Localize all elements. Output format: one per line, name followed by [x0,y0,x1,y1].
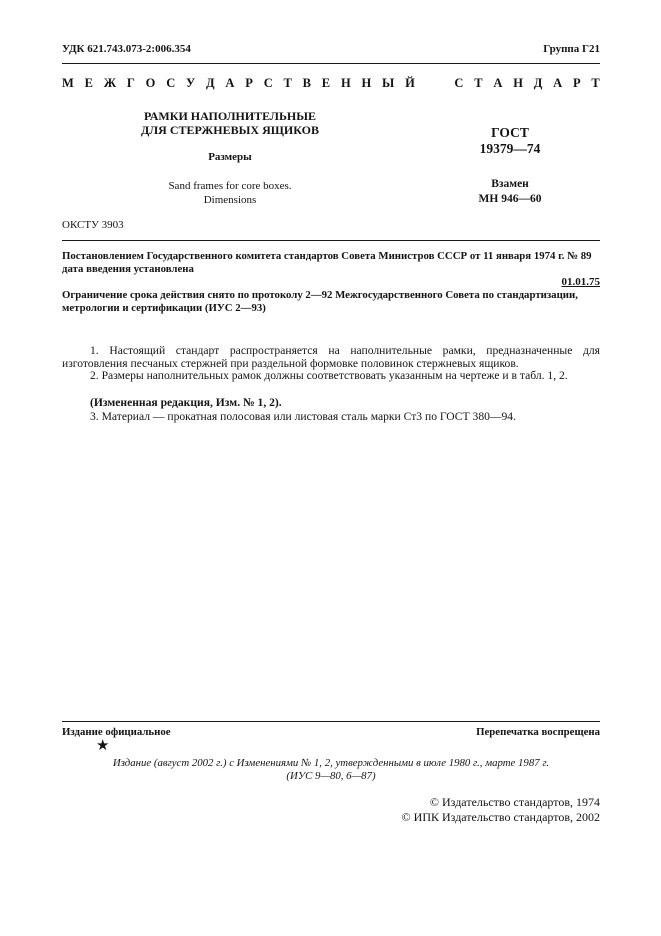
english-title [120,179,340,207]
banner-letter: С [454,76,464,90]
banner-letter: Р [572,76,581,90]
banner-letter: С [263,76,273,90]
banner-letter: Г [126,76,135,90]
replaces-value: МН 946—60 [478,193,542,205]
banner-letter: А [493,76,503,90]
document-title [120,109,340,137]
restriction-text: Ограничение срока действия снято по протоколу 2—92 Межгосударственного Совета по стандартизации, метрологии и сертификации (ИУС 2—93) [62,289,578,314]
clause-1: 1. Настоящий стандарт распространяется на наполнительные рамки, предназначенные для изготовления песчаных стержней при раздельной формовке половинок стержневых ящиков. [62,344,600,370]
banner-letter: Е [84,76,93,90]
banner-letter: Й [405,76,415,90]
banner-letter: О [145,76,156,90]
copyright-1974: © Издательство стандартов, 1974 [429,795,600,809]
banner-letter: Н [340,76,351,90]
banner-letter: Д [206,76,215,90]
banner-letter: Д [533,76,543,90]
gost-label: ГОСТ [491,125,529,140]
banner-letter: Т [474,76,483,90]
replaces-label: Взамен [491,178,529,190]
official-edition-label: Издание официальное [62,726,171,738]
banner-letter: Н [361,76,372,90]
copyright-2002: © ИПК Издательство стандартов, 2002 [401,810,600,824]
amendment-note: (Измененная редакция, Изм. № 1, 2). [90,396,282,409]
banner-letter: Т [283,76,292,90]
banner-letter: Н [513,76,523,90]
oksty-code: ОКСТУ 3903 [62,219,124,231]
banner-letter: Е [321,76,331,90]
banner-letter: У [186,76,196,90]
reprint-prohibited-label: Перепечатка воспрещена [476,726,600,738]
group-code: Группа Г21 [543,43,600,55]
section-divider [62,240,600,241]
banner-letter: М [62,76,74,90]
edition-note [62,757,600,783]
english-title-line-2: Dimensions [203,194,257,206]
edition-note-line-2: (ИУС 9—80, 6—87) [286,770,376,782]
banner-letter: С [166,76,176,90]
banner-letter: Р [245,76,253,90]
star-icon: ★ [96,738,110,754]
banner-letter: Ы [382,76,395,90]
effective-date: 01.01.75 [561,276,600,288]
banner-letter: Т [591,76,600,90]
title-line-2: ДЛЯ СТЕРЖНЕВЫХ ЯЩИКОВ [140,123,320,137]
clause-3: 3. Материал — прокатная полосовая или листовая сталь марки Ст3 по ГОСТ 380—94. [90,410,517,423]
banner-letter: В [302,76,311,90]
footer-divider [62,721,600,722]
replaces-block [440,177,580,207]
clause-2: 2. Размеры наполнительных рамок должны соответствовать указанным на чертеже и в табл. 1, 2. [90,369,568,382]
header-divider [62,63,600,64]
english-title-line-1: Sand frames for core boxes. [168,180,292,192]
udk-code: УДК 621.743.073-2:006.354 [62,43,191,55]
decree-text: Постановлением Государственного комитета стандартов Совета Министров СССР от 11 января 1974 г. № 89 дата введения установлена [62,250,592,275]
gost-number: 19379—74 [479,141,541,156]
title-line-1: РАМКИ НАПОЛНИТЕЛЬНЫЕ [143,109,317,123]
banner-word-gap [426,76,444,91]
banner-letter: Ж [103,76,117,90]
banner-letter: А [553,76,563,90]
document-subtitle: Размеры [208,151,252,163]
gost-designation [440,125,580,157]
interstate-standard-banner [62,76,600,91]
edition-note-line-1: Издание (август 2002 г.) с Изменениями № 1, 2, утвержденными в июле 1980 г., марте 1987 г. [112,757,550,769]
banner-letter: А [225,76,235,90]
